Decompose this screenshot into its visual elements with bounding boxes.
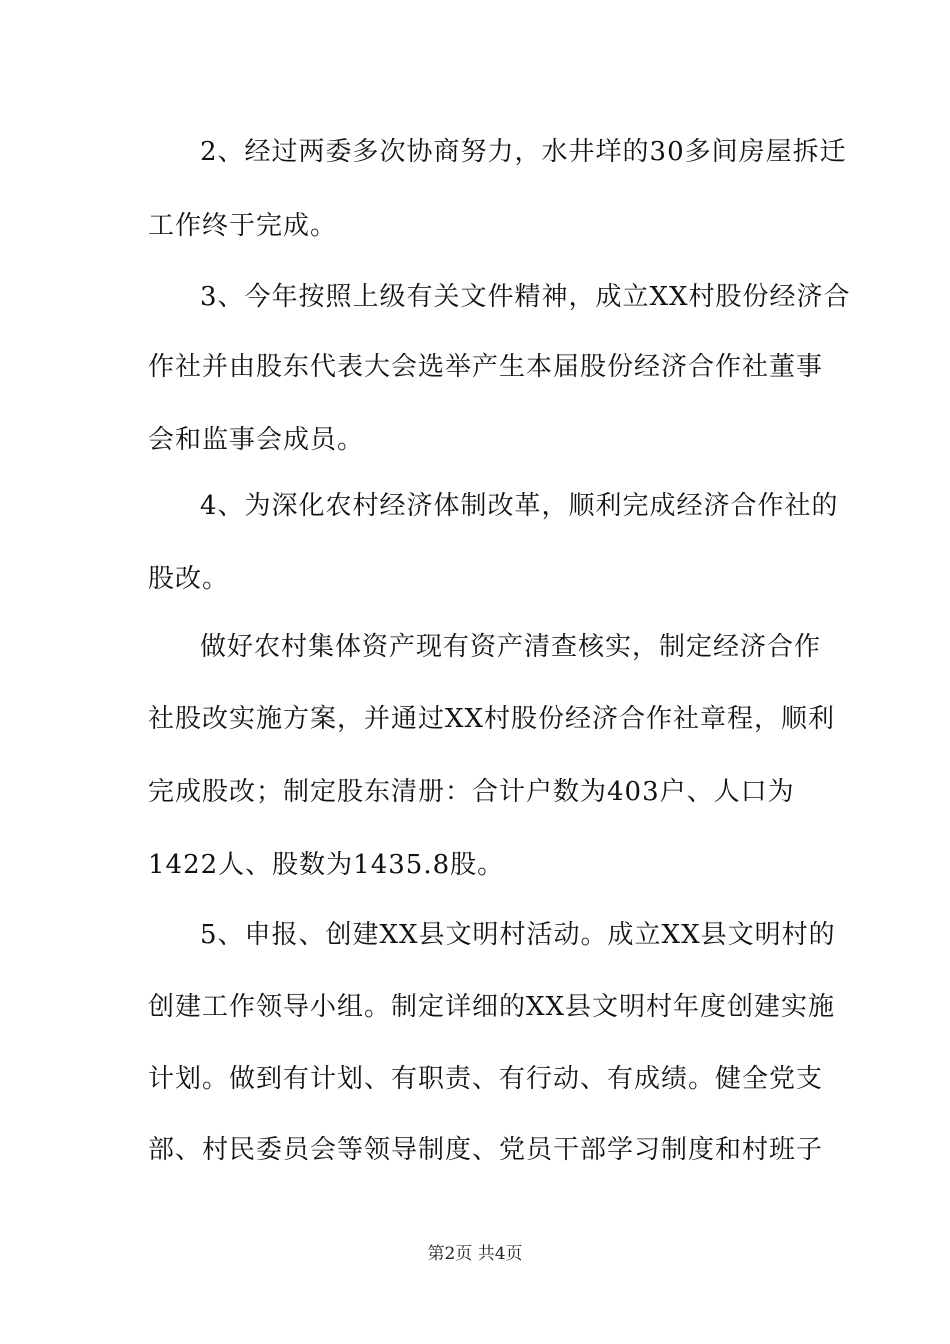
paragraph-line: 工作终于完成。 (148, 211, 338, 241)
paragraph-line: 3、今年按照上级有关文件精神，成立XX村股份经济合 (200, 282, 851, 312)
paragraph-line: 股改。 (148, 564, 230, 594)
paragraph-line: 作社并由股东代表大会选举产生本届股份经济合作社董事 (148, 352, 824, 382)
paragraph-line: 1422人、股数为1435.8股。 (148, 850, 505, 880)
paragraph-line: 做好农村集体资产现有资产清查核实，制定经济合作 (200, 632, 822, 662)
page-footer: 第2页 共4页 (427, 1244, 523, 1264)
paragraph-line: 社股改实施方案，并通过XX村股份经济合作社章程，顺利 (148, 704, 836, 734)
paragraph-line: 完成股改；制定股东清册：合计户数为403户、人口为 (148, 777, 795, 807)
paragraph-line: 会和监事会成员。 (148, 425, 365, 455)
paragraph-line: 2、经过两委多次协商努力，水井垟的30多间房屋拆迁 (200, 137, 847, 167)
paragraph-line: 4、为深化农村经济体制改革，顺利完成经济合作社的 (200, 491, 839, 521)
paragraph-line: 创建工作领导小组。制定详细的XX县文明村年度创建实施 (148, 992, 836, 1022)
paragraph-line: 部、村民委员会等领导制度、党员干部学习制度和村班子 (148, 1135, 824, 1165)
paragraph-line: 计划。做到有计划、有职责、有行动、有成绩。健全党支 (148, 1064, 824, 1094)
paragraph-line: 5、申报、创建XX县文明村活动。成立XX县文明村的 (200, 920, 836, 950)
